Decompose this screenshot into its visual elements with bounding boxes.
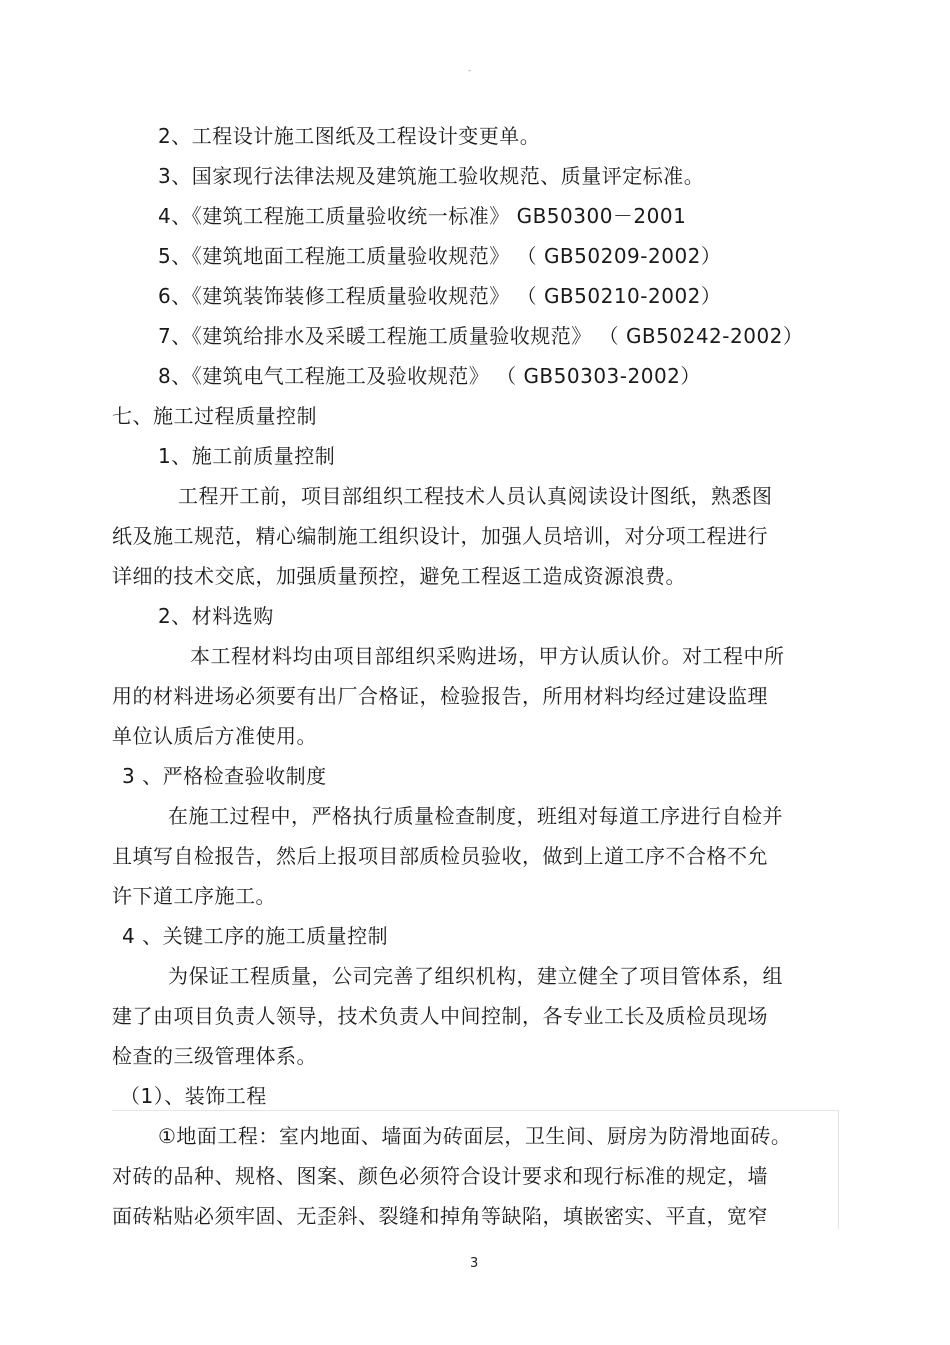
text-line: 用的材料进场必须要有出厂合格证，检验报告，所用材料均经过建设监理	[112, 684, 768, 708]
subsection-heading: 2、材料选购	[158, 604, 274, 628]
section-heading: 七、施工过程质量控制	[112, 404, 317, 428]
text-line: 4、《建筑工程施工质量验收统一标准》 GB50300－2001	[158, 204, 687, 228]
text-line: 建了由项目负责人领导，技术负责人中间控制，各专业工长及质检员现场	[112, 1004, 768, 1028]
text-line: ①地面工程：室内地面、墙面为砖面层，卫生间、厨房为防滑地面砖。	[158, 1124, 792, 1148]
text-line: 8、《建筑电气工程施工及验收规范》 （ GB50303-2002）	[158, 364, 701, 388]
text-line: 许下道工序施工。	[112, 884, 276, 908]
text-line: 对砖的品种、规格、图案、颜色必须符合设计要求和现行标准的规定，墙	[112, 1164, 768, 1188]
text-line: 6、《建筑装饰装修工程质量验收规范》 （ GB50210-2002）	[158, 284, 722, 308]
text-line: 在施工过程中，严格执行质量检查制度，班组对每道工序进行自检并	[168, 804, 783, 828]
text-line: 面砖粘贴必须牢固、无歪斜、裂缝和掉角等缺陷，填嵌密实、平直，宽窄	[112, 1204, 768, 1228]
subsection-heading: 3 、严格检查验收制度	[122, 764, 327, 788]
subsection-heading: 1、施工前质量控制	[158, 444, 336, 468]
text-line: 3、国家现行法律法规及建筑施工验收规范、质量评定标准。	[158, 164, 705, 188]
text-line: 纸及施工规范，精心编制施工组织设计，加强人员培训，对分项工程进行	[112, 524, 768, 548]
subsection-heading: （1）、装饰工程	[120, 1084, 267, 1108]
subsection-heading: 4 、关键工序的施工质量控制	[122, 924, 389, 948]
text-line: 单位认质后方准使用。	[112, 724, 317, 748]
text-line: 为保证工程质量，公司完善了组织机构，建立健全了项目管体系，组	[168, 964, 783, 988]
text-line: 工程开工前，项目部组织工程技术人员认真阅读设计图纸，熟悉图	[178, 484, 773, 508]
text-line: 本工程材料均由项目部组织采购进场，甲方认质认价。对工程中所	[190, 644, 785, 668]
header-mark: -	[468, 66, 472, 76]
text-line: 7、《建筑给排水及采暖工程施工质量验收规范》 （ GB50242-2002）	[158, 324, 804, 348]
text-line: 且填写自检报告，然后上报项目部质检员验收，做到上道工序不合格不允	[112, 844, 768, 868]
page-number: 3	[470, 1256, 479, 1271]
text-line: 5、《建筑地面工程施工质量验收规范》 （ GB50209-2002）	[158, 244, 722, 268]
text-line: 2、工程设计施工图纸及工程设计变更单。	[158, 124, 541, 148]
text-line: 检查的三级管理体系。	[112, 1044, 317, 1068]
text-line: 详细的技术交底，加强质量预控，避免工程返工造成资源浪费。	[112, 564, 686, 588]
